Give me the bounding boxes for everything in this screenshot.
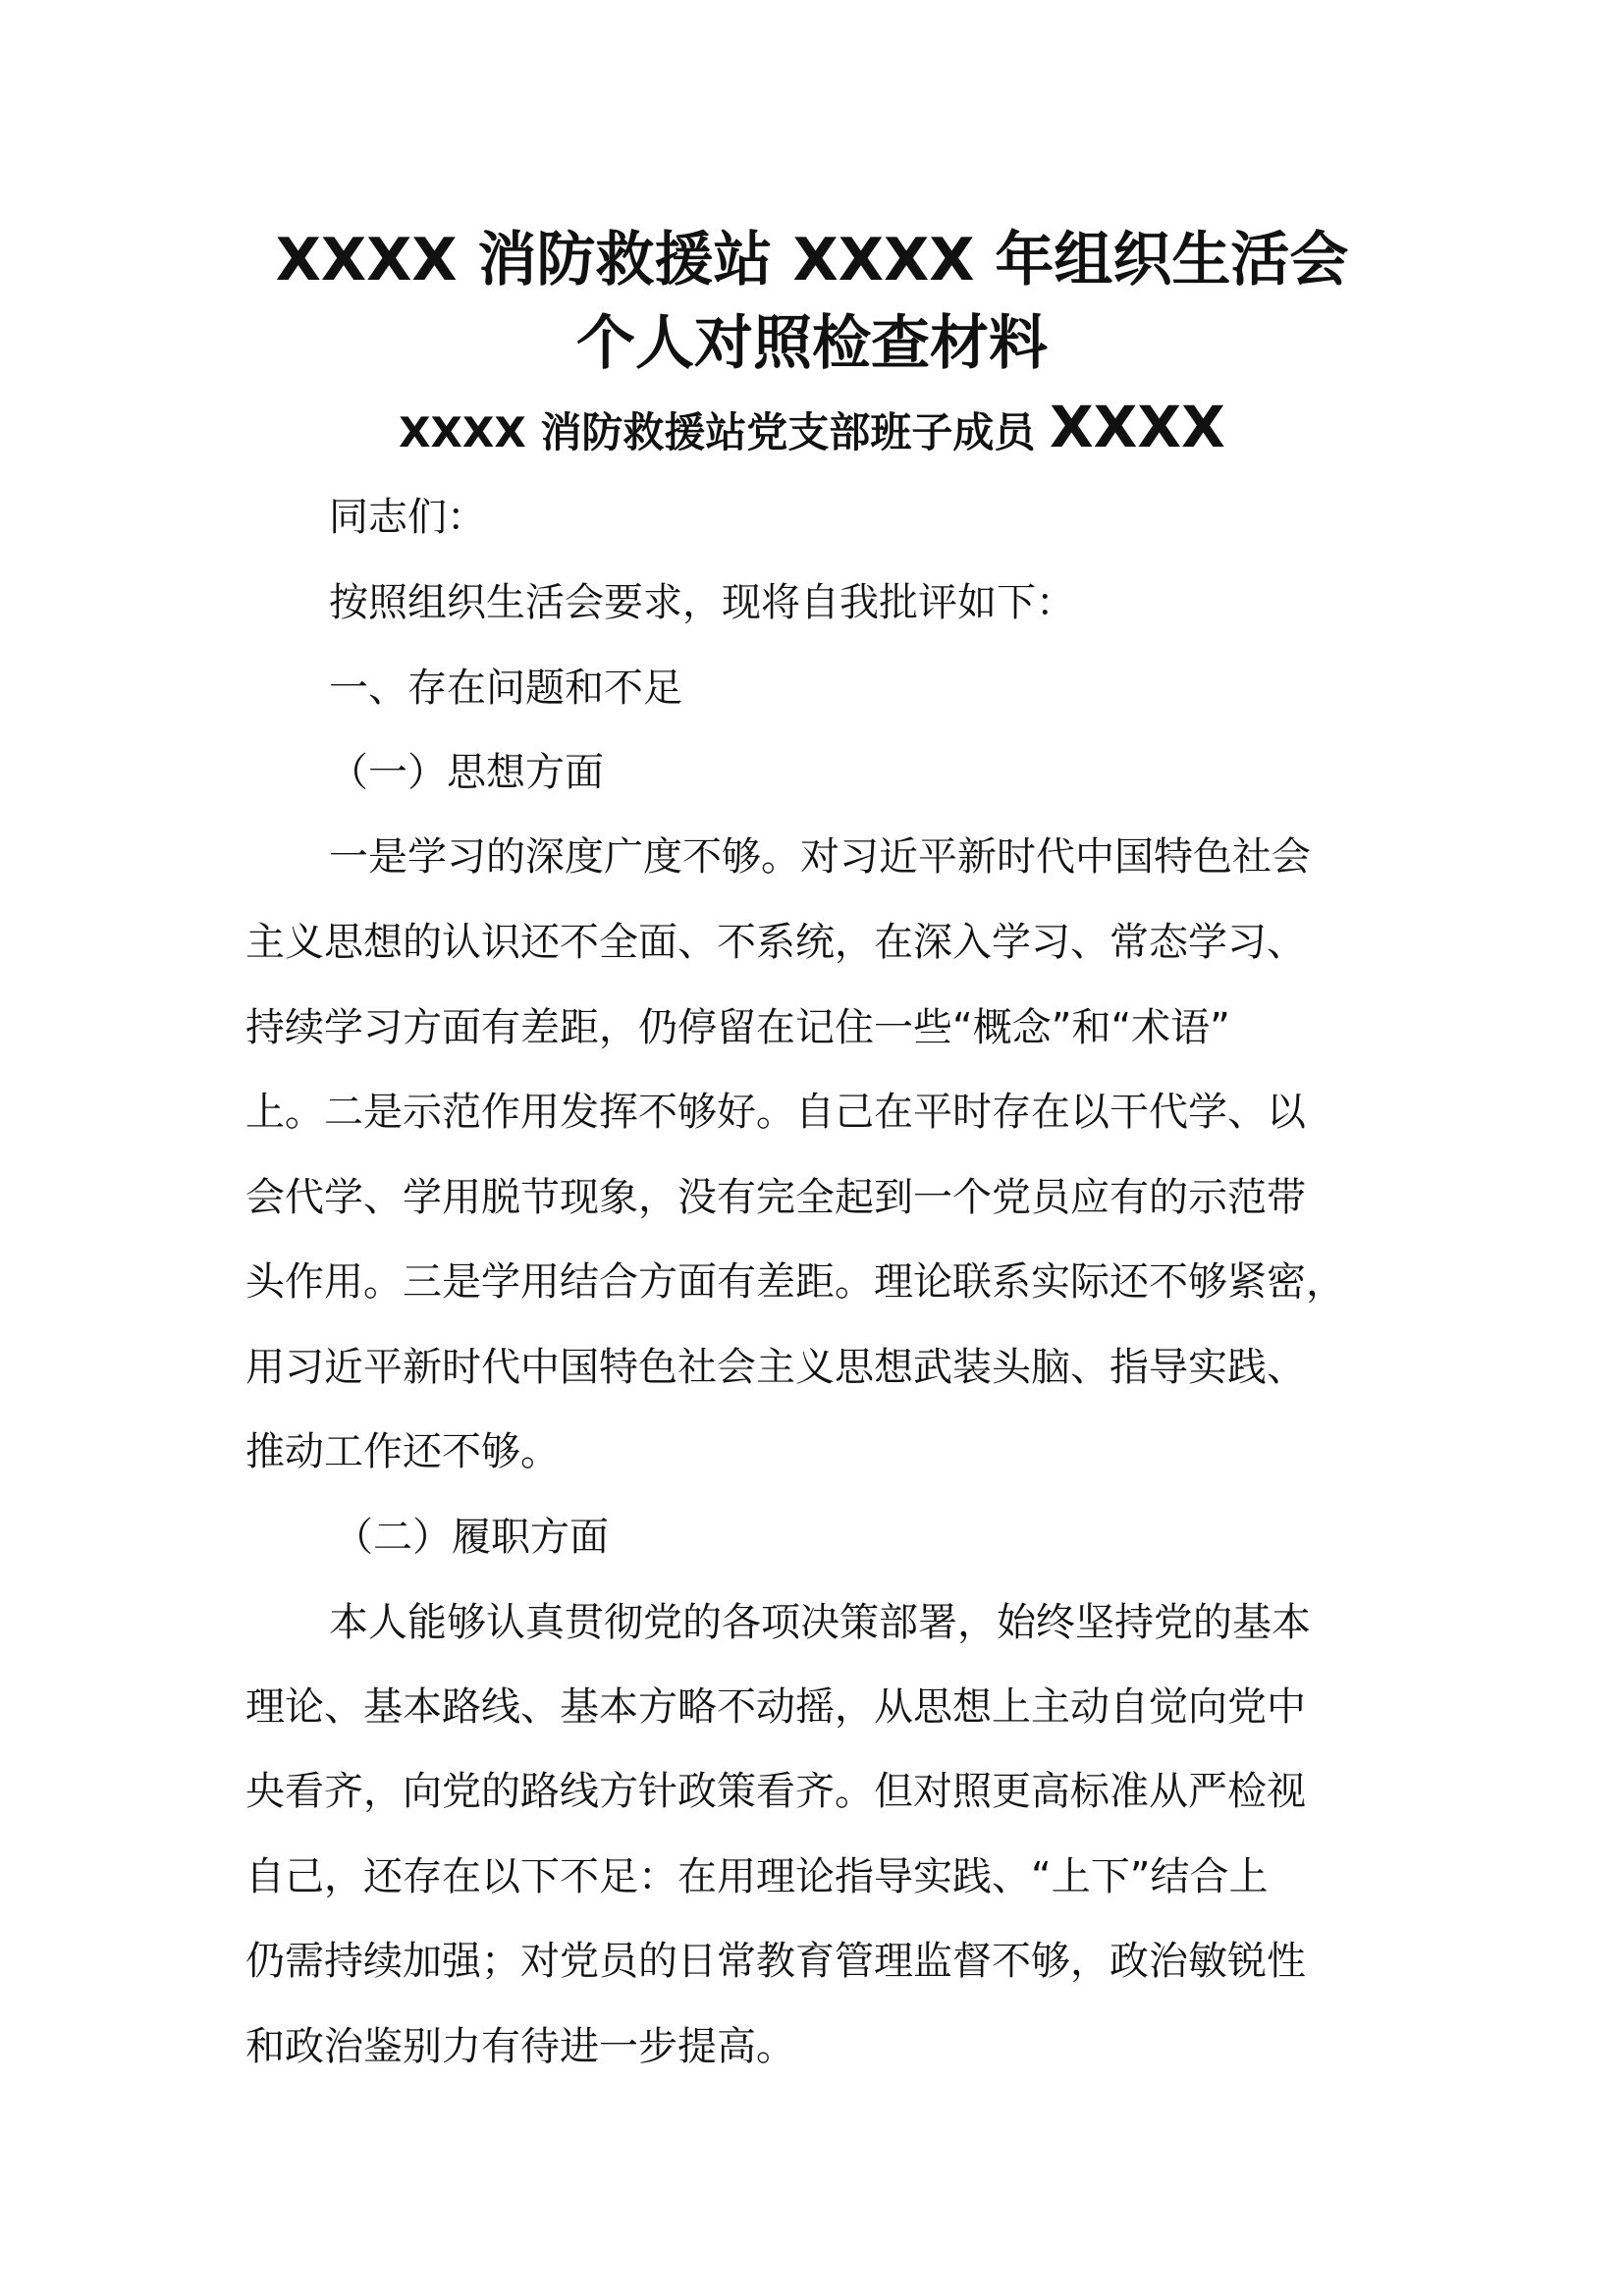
subtitle-member-name: XXXX [1049, 394, 1225, 460]
body-line: 用习近平新时代中国特色社会主义思想武装头脑、指导实践、 [245, 1345, 1306, 1390]
body-line: 会代学、学用脱节现象，没有完全起到一个党员应有的示范带 [245, 1175, 1306, 1220]
subsection-heading: （一）思想方面 [329, 750, 604, 795]
body-line: 本人能够认真贯彻党的各项决策部署，始终坚持党的基本 [329, 1600, 1311, 1645]
subsection-heading: （二）履职方面 [334, 1515, 609, 1560]
body-line: 仍需持续加强；对党员的日常教育管理监督不够，政治敏锐性 [245, 1939, 1306, 1984]
document-title-line-2: 个人对照检查材料 [576, 309, 1048, 378]
body-line: 主义思想的认识还不全面、不系统，在深入学习、常态学习、 [245, 920, 1306, 965]
subtitle-affiliation: XXXX 消防救援站党支部班子成员 [399, 408, 1050, 456]
body-line: 推动工作还不够。 [245, 1429, 560, 1474]
salutation: 同志们： [329, 495, 486, 540]
body-line: 央看齐，向党的路线方针政策看齐。但对照更高标准从严检视 [245, 1769, 1306, 1814]
body-line: 和政治鉴别力有待进一步提高。 [245, 2024, 795, 2069]
body-line: 上。二是示范作用发挥不够好。自己在平时存在以干代学、以 [245, 1090, 1306, 1135]
body-line: 按照组织生活会要求，现将自我批评如下： [329, 580, 1075, 625]
body-line: 持续学习方面有差距，仍停留在记住一些“概念”和“术语” [245, 1005, 1230, 1050]
section-heading: 一、存在问题和不足 [329, 666, 682, 711]
body-line: 一是学习的深度广度不够。对习近平新时代中国特色社会 [329, 834, 1311, 880]
body-line: 理论、基本路线、基本方略不动摇，从思想上主动自觉向党中 [245, 1684, 1306, 1730]
body-line: 自己，还存在以下不足：在用理论指导实践、“上下”结合上 [245, 1854, 1269, 1899]
body-line: 头作用。三是学用结合方面有差距。理论联系实际还不够紧密， [245, 1259, 1345, 1305]
document-subtitle [0, 393, 1624, 476]
document-title-line-1: XXXX 消防救援站 XXXX 年组织生活会 [275, 226, 1349, 294]
